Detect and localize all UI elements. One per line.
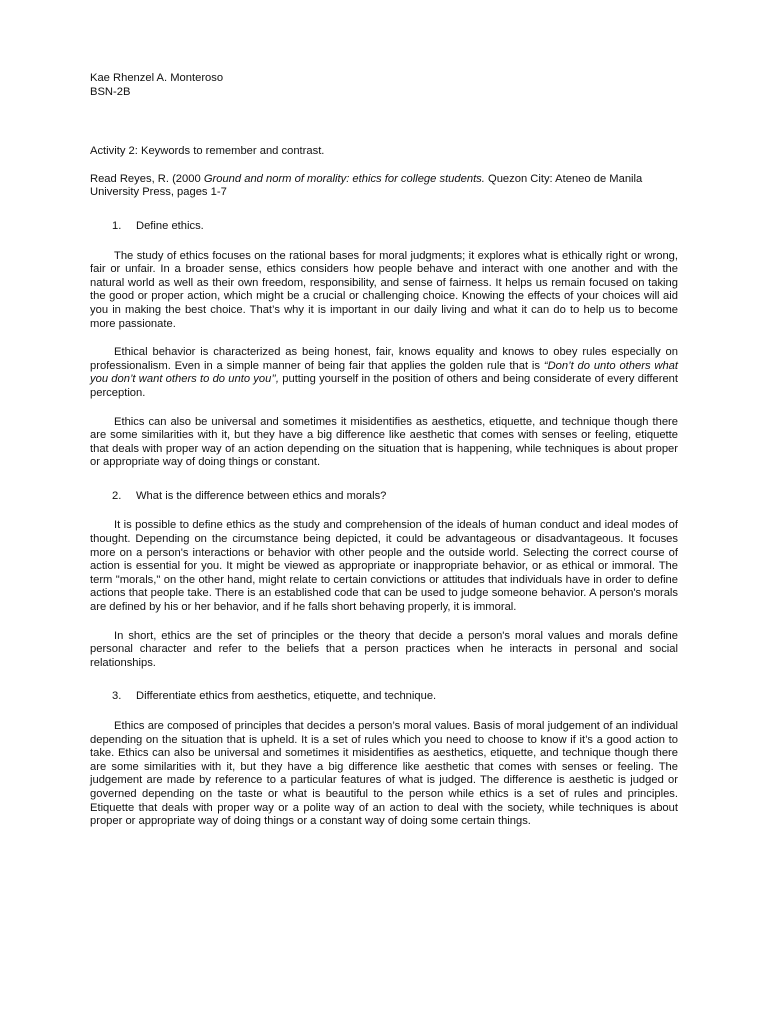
answer-paragraph: The study of ethics focuses on the rational bases for moral judgments; it explores what is ethically right or wrong, fair or unfair. In a broader sense, ethics considers how people behave and interact with one another and with the natural world as well as their own freedom, responsibility, and sense of fairness. It helps us remain focused on taking the good or proper action, which might be a crucial or challenging choice. Knowing the effects of your choices will aid you in making the best choice. That’s why it is important in our daily living and what it can do to help us to become more passionate. bbox=[90, 249, 678, 330]
question-number: 3. bbox=[112, 690, 122, 703]
reference-prefix: Read Reyes, R. (2000 bbox=[90, 172, 204, 185]
answer-paragraph: Ethics are composed of principles that decides a person’s moral values. Basis of moral judgement of an individual depending on the situation that is upheld. It is a set of rules which you need to choose to know if it’s a good action to take. Ethics can also be universal and sometimes it misidentifies as aesthetics, etiquette, and technique though there are some similarities with it, but they have a big difference like aesthetic that comes with senses or feeling. The judgement are made by reference to a particular features of what is judged. The difference is aesthetic is judged or governed depending on the taste or what is beautiful to the person while ethics is a set of rules and principles. Etiquette that deals with proper way or a polite way of an action to deal with the society, while techniques is about proper or appropriate way of doing things or a constant way of doing some certain things. bbox=[90, 720, 678, 828]
question-text: What is the difference between ethics and morals? bbox=[136, 489, 387, 502]
golden-rule-paragraph bbox=[90, 346, 678, 400]
reference-title: Ground and norm of morality: ethics for college students. bbox=[203, 172, 485, 185]
document-page bbox=[90, 72, 678, 829]
answer-paragraph: Ethics can also be universal and sometimes it misidentifies as aesthetics, etiquette, and technique though there are some similarities with it, but they have a big difference like aesthetic that comes with senses or feeling, etiquette that deals with proper way of an action depending on the situation that is happening, while techniques is about proper or appropriate way of doing things or constant. bbox=[90, 415, 678, 469]
question-3 bbox=[90, 690, 678, 704]
question-number: 1. bbox=[112, 219, 122, 232]
golden-rule-text-after: putting yourself in the position of others and being considerate of every different perception. bbox=[90, 373, 678, 399]
answer-paragraph: It is possible to define ethics as the study and comprehension of the ideals of human conduct and ideal modes of thought. Depending on the circumstance being depicted, it could be advantageous or disadvantageous. It focuses more on a person's interactions or behavior with other people and the outside world. Selecting the correct course of action is essential for you. It might be viewed as appropriate or inappropriate behavior, or as ethical or immoral. The term "morals," on the other hand, might relate to certain convictions or attitudes that individuals have in order to define actions that people take. There is an established code that can be used to judge someone behavior. A person's morals are defined by his or her behavior, and if he falls short behaving properly, it is immoral. bbox=[90, 519, 678, 614]
reference-suffix: Quezon City: Ateneo de Manila University Press, pages 1-7 bbox=[90, 172, 643, 199]
author-section: BSN-2B bbox=[90, 85, 131, 98]
question-text: Define ethics. bbox=[136, 219, 204, 232]
golden-rule-text-before: Ethical behavior is characterized as being honest, fair, knows equality and knows to obey rules especially on professionalism. Even in a simple manner of being fair that applies the golden rule that is bbox=[90, 346, 678, 372]
question-1 bbox=[90, 220, 678, 234]
question-number: 2. bbox=[112, 489, 122, 502]
reference-citation bbox=[90, 173, 678, 200]
activity-title: Activity 2: Keywords to remember and contrast. bbox=[90, 145, 325, 158]
author-block bbox=[90, 72, 678, 99]
question-text: Differentiate ethics from aesthetics, etiquette, and technique. bbox=[136, 690, 437, 703]
golden-rule-quote: “Don’t do unto others what you don’t want others to do unto you’’, bbox=[90, 359, 679, 386]
author-name: Kae Rhenzel A. Monteroso bbox=[90, 72, 224, 84]
question-2 bbox=[90, 490, 678, 504]
answer-paragraph: In short, ethics are the set of principles or the theory that decide a person's moral values and morals define personal character and refer to the beliefs that a person practices when he interacts in personal and social relationships. bbox=[90, 629, 678, 669]
